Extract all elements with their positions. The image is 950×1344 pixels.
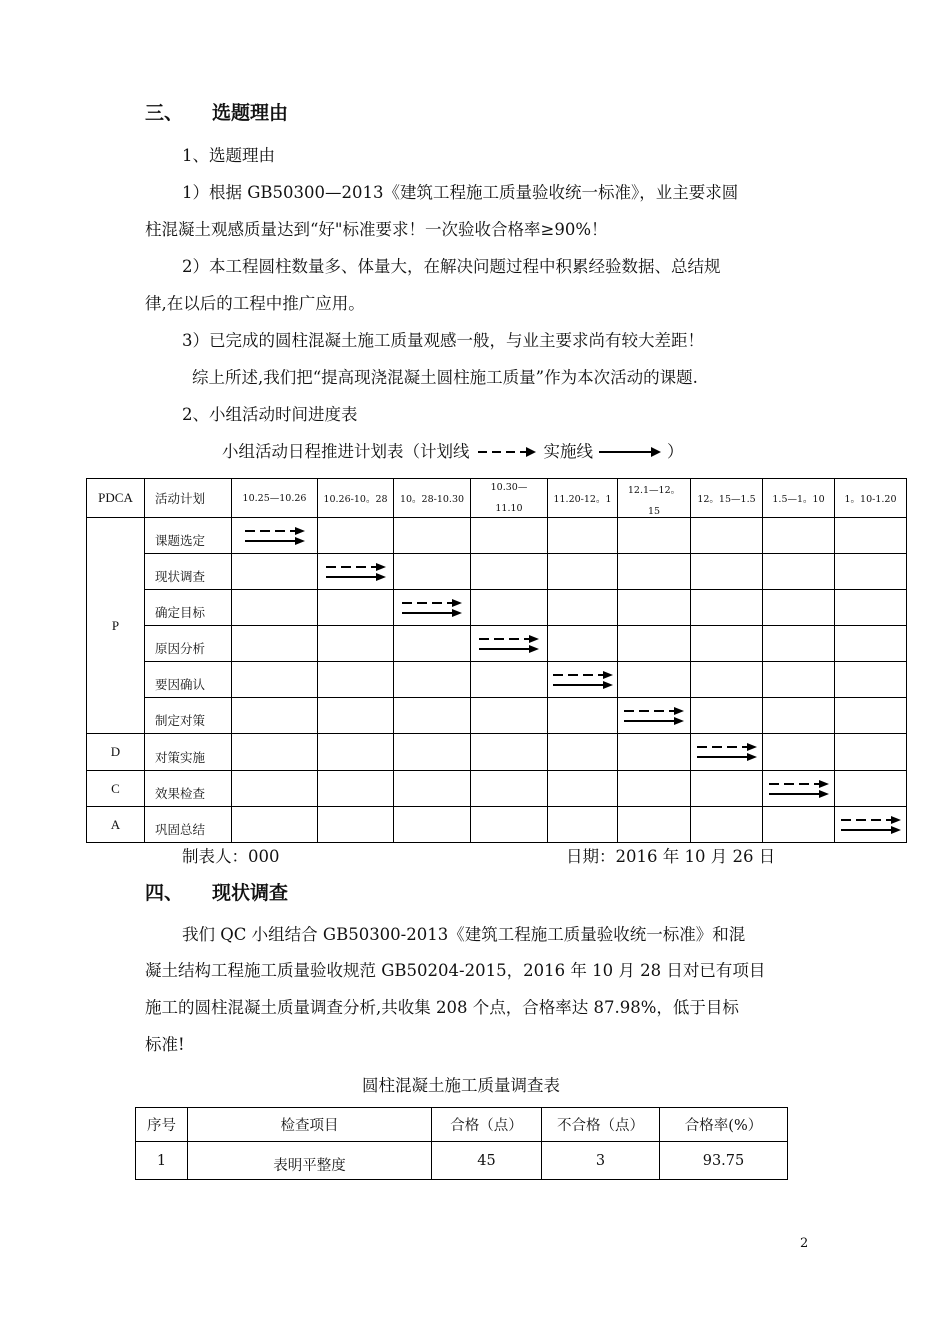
schedule-cell	[394, 626, 471, 662]
header-period-3: 10。28-10.30	[394, 479, 471, 518]
reason-2-line2: 律,在以后的工程中推广应用。	[145, 294, 365, 313]
schedule-cell	[232, 771, 318, 807]
survey-cell-fail: 3	[542, 1142, 660, 1180]
schedule-cell	[318, 698, 394, 734]
phase-cell-c: C	[87, 771, 145, 807]
survey-header-pass: 合格（点）	[432, 1108, 542, 1142]
schedule-cell	[548, 626, 618, 662]
table-row	[87, 626, 907, 662]
schedule-arrow-icon	[477, 633, 541, 655]
schedule-cell	[394, 698, 471, 734]
reason-1-line1: 1）根据 GB50300—2013《建筑工程施工质量验收统一标准》，业主要求圆	[182, 183, 739, 202]
header-period-5: 11.20-12。1	[548, 479, 618, 518]
activity-label: 效果检查	[145, 771, 232, 807]
schedule-cell	[691, 626, 763, 662]
table-row	[87, 590, 907, 626]
survey-header-item: 检查项目	[188, 1108, 432, 1142]
schedule-cell	[318, 662, 394, 698]
schedule-cell	[232, 807, 318, 843]
schedule-cell	[318, 734, 394, 771]
section-3-number: 三、	[145, 102, 184, 124]
schedule-cell	[471, 734, 548, 771]
caption-text-c: ）	[667, 442, 684, 461]
schedule-cell	[763, 698, 835, 734]
survey-header-rate: 合格率(%）	[660, 1108, 788, 1142]
section-4-number: 四、	[145, 882, 184, 904]
header-period-8: 1.5—1。10	[763, 479, 835, 518]
schedule-cell	[232, 662, 318, 698]
schedule-header-row	[87, 479, 907, 518]
survey-cell-rate: 93.75	[660, 1142, 788, 1180]
schedule-caption	[222, 442, 684, 462]
activity-label: 现状调查	[145, 554, 232, 590]
schedule-cell	[232, 698, 318, 734]
activity-label: 原因分析	[145, 626, 232, 662]
schedule-cell	[691, 771, 763, 807]
section-3-title: 选题理由	[212, 102, 289, 124]
table-row	[87, 662, 907, 698]
schedule-cell	[835, 734, 907, 771]
header-period-9: 1。10-1.20	[835, 479, 907, 518]
schedule-cell	[618, 518, 691, 554]
schedule-cell	[394, 734, 471, 771]
schedule-table	[86, 478, 907, 843]
schedule-cell	[763, 662, 835, 698]
summary-paragraph: 综上所述,我们把“提高现浇混凝土圆柱施工质量”作为本次活动的课题.	[192, 368, 698, 387]
schedule-cell	[471, 698, 548, 734]
phase-cell-a: A	[87, 807, 145, 843]
schedule-arrow-icon	[767, 778, 831, 800]
table-maker: 制表人：000	[182, 847, 280, 866]
schedule-cell	[394, 807, 471, 843]
survey-header-fail: 不合格（点）	[542, 1108, 660, 1142]
schedule-cell	[232, 518, 318, 554]
survey-header-no: 序号	[136, 1108, 188, 1142]
schedule-cell	[835, 518, 907, 554]
schedule-cell	[835, 807, 907, 843]
schedule-cell	[548, 518, 618, 554]
actual-line-legend-icon	[597, 445, 663, 459]
survey-paragraph-line4: 标准!	[145, 1035, 185, 1054]
table-date: 日期：2016 年 10 月 26 日	[566, 847, 776, 866]
schedule-arrow-icon	[551, 669, 615, 691]
table-row	[87, 518, 907, 554]
survey-paragraph-line1: 我们 QC 小组结合 GB50300-2013《建筑工程施工质量验收统一标准》和混	[182, 925, 746, 944]
schedule-cell	[471, 590, 548, 626]
schedule-cell	[618, 662, 691, 698]
header-period-2: 10.26-10。28	[318, 479, 394, 518]
schedule-arrow-icon	[400, 597, 464, 619]
schedule-cell	[318, 590, 394, 626]
schedule-cell	[471, 771, 548, 807]
schedule-cell	[471, 807, 548, 843]
schedule-cell	[618, 626, 691, 662]
reason-2-line1: 2）本工程圆柱数量多、体量大，在解决问题过程中积累经验数据、总结规	[182, 257, 721, 276]
schedule-cell	[691, 662, 763, 698]
schedule-cell	[691, 807, 763, 843]
page-number: 2	[800, 1236, 809, 1251]
schedule-cell	[691, 698, 763, 734]
table-row	[136, 1142, 788, 1180]
schedule-cell	[394, 518, 471, 554]
schedule-cell	[471, 662, 548, 698]
survey-cell-no: 1	[136, 1142, 188, 1180]
schedule-cell	[548, 590, 618, 626]
schedule-cell	[835, 590, 907, 626]
header-period-7: 12。15—1.5	[691, 479, 763, 518]
activity-label: 巩固总结	[145, 807, 232, 843]
schedule-cell	[835, 626, 907, 662]
schedule-arrow-icon	[324, 561, 388, 583]
header-period-6: 12.1—12。 15	[618, 479, 691, 518]
schedule-cell	[763, 590, 835, 626]
schedule-cell	[318, 807, 394, 843]
table-row	[87, 771, 907, 807]
caption-text-b: 实施线	[543, 442, 593, 461]
schedule-cell	[763, 518, 835, 554]
planned-line-legend-icon	[476, 445, 538, 459]
schedule-cell	[763, 626, 835, 662]
schedule-cell	[835, 771, 907, 807]
survey-cell-pass: 45	[432, 1142, 542, 1180]
survey-paragraph-line2: 凝土结构工程施工质量验收规范 GB50204-2015，2016 年 10 月 28 日对已有项目	[145, 961, 766, 980]
survey-paragraph-line3: 施工的圆柱混凝土质量调查分析,共收集 208 个点，合格率达 87.98%，低于目标	[145, 998, 739, 1017]
schedule-cell	[548, 807, 618, 843]
schedule-cell	[763, 807, 835, 843]
activity-label: 确定目标	[145, 590, 232, 626]
schedule-cell	[318, 518, 394, 554]
schedule-cell	[691, 590, 763, 626]
table-row	[87, 807, 907, 843]
schedule-cell	[232, 626, 318, 662]
activity-label: 对策实施	[145, 734, 232, 771]
section-4-title: 现状调查	[212, 882, 289, 904]
phase-cell-p: P	[87, 518, 145, 734]
schedule-arrow-icon	[622, 705, 686, 727]
table-row	[87, 698, 907, 734]
table-row	[87, 734, 907, 771]
schedule-cell	[618, 698, 691, 734]
schedule-cell	[835, 662, 907, 698]
header-period-1: 10.25—10.26	[232, 479, 318, 518]
schedule-cell	[548, 698, 618, 734]
schedule-cell	[691, 554, 763, 590]
activity-label: 制定对策	[145, 698, 232, 734]
schedule-cell	[618, 734, 691, 771]
schedule-cell	[618, 554, 691, 590]
schedule-cell	[318, 554, 394, 590]
schedule-arrow-icon	[839, 814, 903, 836]
schedule-cell	[618, 590, 691, 626]
schedule-cell	[232, 554, 318, 590]
reason-3: 3）已完成的圆柱混凝土施工质量观感一般，与业主要求尚有较大差距！	[182, 331, 704, 350]
schedule-cell	[394, 771, 471, 807]
header-period-line2: 11.10	[495, 503, 523, 514]
subheading-2: 2、小组活动时间进度表	[182, 405, 358, 424]
schedule-cell	[763, 771, 835, 807]
schedule-cell	[318, 771, 394, 807]
activity-label: 要因确认	[145, 662, 232, 698]
survey-cell-item: 表明平整度	[188, 1142, 432, 1180]
schedule-cell	[763, 554, 835, 590]
survey-table	[135, 1107, 788, 1180]
schedule-cell	[763, 734, 835, 771]
activity-label: 课题选定	[145, 518, 232, 554]
header-period-line2: 15	[647, 506, 661, 517]
schedule-arrow-icon	[243, 525, 307, 547]
schedule-cell	[691, 518, 763, 554]
survey-table-title: 圆柱混凝土施工质量调查表	[362, 1076, 560, 1095]
schedule-cell	[471, 626, 548, 662]
schedule-cell	[618, 807, 691, 843]
schedule-cell	[618, 771, 691, 807]
schedule-cell	[471, 554, 548, 590]
table-row	[87, 554, 907, 590]
subheading-1: 1、选题理由	[182, 146, 275, 165]
schedule-cell	[232, 590, 318, 626]
survey-header-row	[136, 1108, 788, 1142]
reason-1-line2: 柱混凝土观感质量达到“好"标准要求！一次验收合格率≥90%！	[145, 220, 608, 239]
schedule-cell	[835, 554, 907, 590]
caption-text-a: 小组活动日程推进计划表（计划线	[222, 442, 470, 461]
schedule-cell	[835, 698, 907, 734]
schedule-cell	[548, 771, 618, 807]
header-pdca: PDCA	[87, 479, 145, 518]
schedule-cell	[548, 554, 618, 590]
header-period-4: 10.30— 11.10	[471, 479, 548, 518]
schedule-cell	[394, 554, 471, 590]
schedule-cell	[394, 590, 471, 626]
phase-cell-d: D	[87, 734, 145, 771]
schedule-cell	[548, 734, 618, 771]
header-plan: 活动计划	[145, 479, 232, 518]
schedule-cell	[548, 662, 618, 698]
schedule-cell	[232, 734, 318, 771]
schedule-cell	[318, 626, 394, 662]
schedule-cell	[691, 734, 763, 771]
schedule-cell	[394, 662, 471, 698]
schedule-cell	[471, 518, 548, 554]
schedule-arrow-icon	[695, 741, 759, 763]
